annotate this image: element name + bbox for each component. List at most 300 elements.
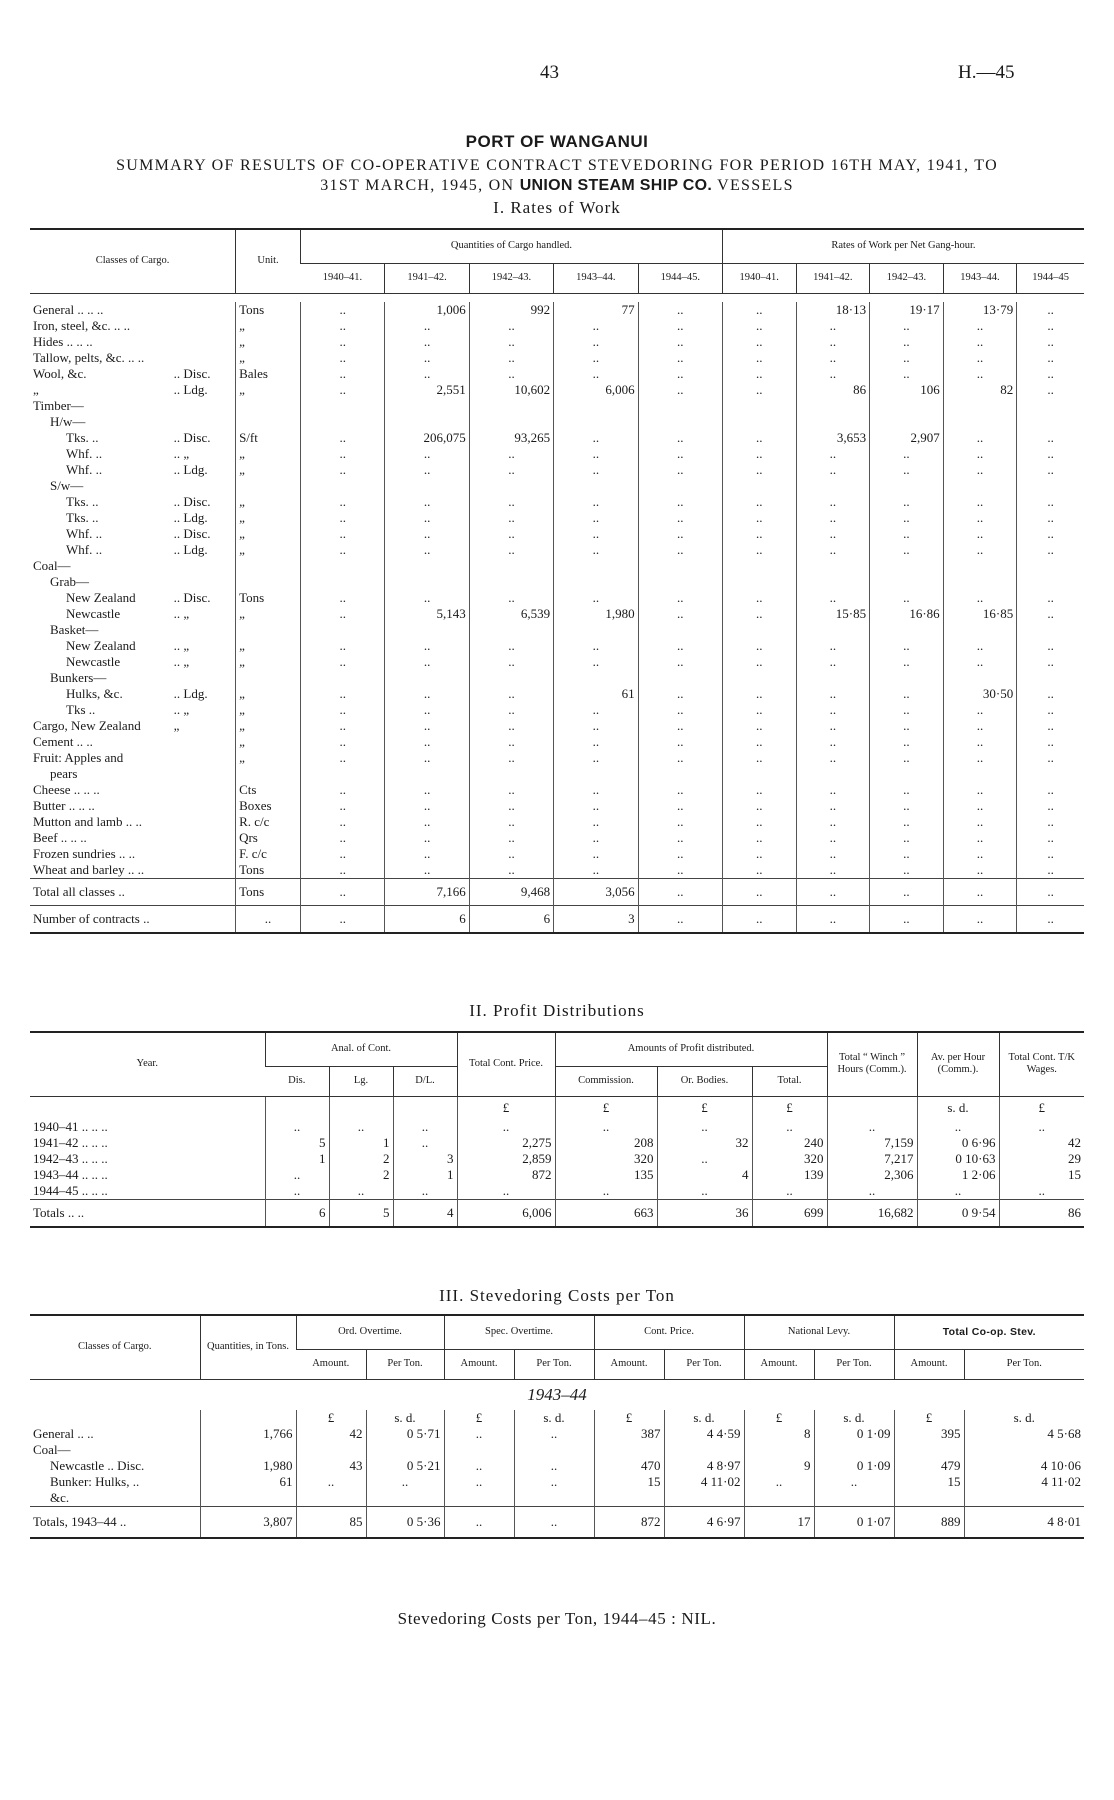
value-cell: .. xyxy=(301,462,385,478)
unit-cell: „ xyxy=(236,494,301,510)
value-cell: .. xyxy=(1017,718,1084,734)
value-cell: .. xyxy=(469,814,553,830)
value-cell xyxy=(638,574,722,590)
totals-cell: 4 8·01 xyxy=(964,1506,1084,1538)
footer-note: Stevedoring Costs per Ton, 1944–45 : NIL. xyxy=(397,1609,717,1628)
value-cell: .. xyxy=(1017,382,1084,398)
value-cell: .. xyxy=(385,718,469,734)
value-cell: .. xyxy=(301,654,385,670)
value-cell: .. xyxy=(638,542,722,558)
value-cell xyxy=(796,398,870,414)
value-cell: 0 1·09 xyxy=(814,1426,894,1442)
value-cell: .. xyxy=(999,1119,1084,1135)
contracts-row xyxy=(30,905,1084,933)
value-cell: 5 xyxy=(265,1135,329,1151)
value-cell xyxy=(870,574,944,590)
value-cell: .. xyxy=(385,686,469,702)
value-cell: .. xyxy=(722,750,796,766)
value-cell: 470 xyxy=(594,1458,664,1474)
value-cell xyxy=(594,1442,664,1458)
value-cell xyxy=(638,414,722,430)
value-cell: .. xyxy=(870,862,944,879)
value-cell xyxy=(722,398,796,414)
value-cell: .. xyxy=(469,318,553,334)
total-cell: Tons xyxy=(236,878,301,905)
value-cell: .. xyxy=(796,350,870,366)
cargo-class-cell: „ xyxy=(33,381,39,397)
value-cell: .. xyxy=(796,462,870,478)
value-cell: .. xyxy=(796,750,870,766)
value-cell: .. xyxy=(1017,606,1084,622)
value-cell xyxy=(722,766,796,782)
value-cell: .. xyxy=(469,862,553,879)
value-cell: .. xyxy=(555,1119,657,1135)
operation-cell xyxy=(171,334,236,350)
totals-cell: 85 xyxy=(296,1506,366,1538)
value-cell: .. xyxy=(385,782,469,798)
value-cell xyxy=(554,398,638,414)
value-cell: .. xyxy=(870,830,944,846)
rate-year-header: 1941–42. xyxy=(796,263,870,293)
unit-cell: „ xyxy=(236,462,301,478)
table-row xyxy=(30,798,1084,814)
value-cell: .. xyxy=(296,1474,366,1490)
value-cell: .. xyxy=(1017,510,1084,526)
year-cell: 1941–42 .. .. .. xyxy=(33,1134,108,1150)
value-cell: .. xyxy=(638,750,722,766)
value-cell: .. xyxy=(943,702,1017,718)
value-cell xyxy=(296,1490,366,1507)
unit-cell: F. c/c xyxy=(236,846,301,862)
value-cell: .. xyxy=(638,686,722,702)
unit-cell: £ xyxy=(999,1096,1084,1119)
value-cell: .. xyxy=(796,702,870,718)
amounts-group-header: Amounts of Profit distributed. xyxy=(555,1032,827,1066)
stevedoring-costs-table xyxy=(30,1314,1084,1539)
contracts-cell: .. xyxy=(796,905,870,933)
value-cell: 5,143 xyxy=(385,606,469,622)
total-cell: .. xyxy=(943,878,1017,905)
value-cell: 2,907 xyxy=(870,430,944,446)
value-cell: .. xyxy=(638,734,722,750)
value-cell xyxy=(554,670,638,686)
value-cell: .. xyxy=(1017,334,1084,350)
value-cell: .. xyxy=(444,1474,514,1490)
totals-cell: 663 xyxy=(555,1199,657,1227)
col-wages-header: Total Cont. T/K Wages. xyxy=(999,1032,1084,1096)
value-cell: .. xyxy=(301,430,385,446)
value-cell: .. xyxy=(638,382,722,398)
cargo-class-cell: Whf. .. xyxy=(66,525,103,541)
value-cell: 93,265 xyxy=(469,430,553,446)
operation-cell: .. Disc. xyxy=(173,589,211,605)
value-cell: 1,766 xyxy=(200,1426,296,1442)
table-row xyxy=(30,830,1084,846)
unit-cell: s. d. xyxy=(664,1410,744,1426)
unit-cell xyxy=(236,398,301,414)
cargo-class-cell: Whf. .. xyxy=(66,541,103,557)
value-cell xyxy=(638,478,722,494)
value-cell: .. xyxy=(329,1183,393,1200)
value-cell: .. xyxy=(638,510,722,526)
value-cell: .. xyxy=(469,846,553,862)
value-cell: .. xyxy=(722,590,796,606)
totals-cell: 36 xyxy=(657,1199,752,1227)
cargo-class-cell: Tallow, pelts, &c. .. .. xyxy=(33,349,145,365)
col-av-per-hour-header: Av. per Hour (Comm.). xyxy=(917,1032,999,1096)
unit-cell: „ xyxy=(236,542,301,558)
rate-year-header: 1940–41. xyxy=(722,263,796,293)
value-cell xyxy=(469,574,553,590)
cargo-class-cell: Cargo, New Zealand xyxy=(33,717,141,733)
subtitle-line2: 31ST MARCH, 1945, ON UNION STEAM SHIP CO. VESSELS xyxy=(320,177,794,194)
value-cell: .. xyxy=(796,798,870,814)
value-cell xyxy=(514,1442,594,1458)
value-cell: .. xyxy=(870,542,944,558)
value-cell: .. xyxy=(301,494,385,510)
amount-subheader: Amount. xyxy=(894,1349,964,1379)
value-cell: 16·85 xyxy=(943,606,1017,622)
value-cell: .. xyxy=(638,782,722,798)
value-cell: .. xyxy=(870,526,944,542)
operation-cell xyxy=(171,318,236,334)
value-cell xyxy=(1017,398,1084,414)
value-cell: .. xyxy=(1017,830,1084,846)
value-cell: .. xyxy=(1017,462,1084,478)
value-cell: 872 xyxy=(457,1167,555,1183)
value-cell: .. xyxy=(870,638,944,654)
value-cell: .. xyxy=(469,830,553,846)
unit-cell: £ xyxy=(555,1096,657,1119)
operation-cell: .. Disc. xyxy=(173,525,211,541)
value-cell: .. xyxy=(469,638,553,654)
value-cell xyxy=(554,622,638,638)
table-row xyxy=(30,1183,1084,1200)
year-cell: 1942–43 .. .. .. xyxy=(33,1150,108,1166)
cargo-class-cell: Grab— xyxy=(50,573,89,589)
value-cell: 1,006 xyxy=(385,302,469,318)
value-cell xyxy=(638,622,722,638)
table-row xyxy=(30,1426,1084,1442)
year-cell: 1940–41 .. .. .. xyxy=(33,1118,108,1134)
value-cell: .. xyxy=(796,542,870,558)
value-cell xyxy=(894,1490,964,1507)
value-cell: .. xyxy=(752,1183,827,1200)
table-row xyxy=(30,1135,1084,1151)
value-cell: .. xyxy=(1017,494,1084,510)
value-cell: .. xyxy=(870,446,944,462)
page-title: PORT OF WANGANUI xyxy=(465,132,649,151)
value-cell: .. xyxy=(301,590,385,606)
table-row xyxy=(30,846,1084,862)
value-cell xyxy=(638,398,722,414)
value-cell: .. xyxy=(722,654,796,670)
operation-cell xyxy=(171,814,236,830)
operation-cell xyxy=(171,302,236,318)
value-cell xyxy=(638,670,722,686)
value-cell xyxy=(301,622,385,638)
value-cell: .. xyxy=(1017,366,1084,382)
value-cell xyxy=(870,766,944,782)
cargo-class-cell: Newcastle xyxy=(66,605,121,621)
unit-cell: Tons xyxy=(236,590,301,606)
unit-cell: „ xyxy=(236,702,301,718)
value-cell: .. xyxy=(469,526,553,542)
unit-cell: £ xyxy=(752,1096,827,1119)
value-cell: .. xyxy=(943,734,1017,750)
value-cell: 8 xyxy=(744,1426,814,1442)
value-cell: .. xyxy=(385,350,469,366)
value-cell: .. xyxy=(393,1135,457,1151)
value-cell: .. xyxy=(638,366,722,382)
value-cell: .. xyxy=(1017,702,1084,718)
cargo-class-cell: Iron, steel, &c. .. .. xyxy=(33,317,131,333)
operation-cell: .. Ldg. xyxy=(173,509,208,525)
contracts-cell: .. xyxy=(301,905,385,933)
unit-cell xyxy=(30,1410,200,1426)
operation-cell xyxy=(171,830,236,846)
table-row xyxy=(30,1119,1084,1135)
value-cell: .. xyxy=(796,638,870,654)
value-cell: 6,539 xyxy=(469,606,553,622)
totals-cell: 872 xyxy=(594,1506,664,1538)
value-cell: .. xyxy=(722,334,796,350)
value-cell: .. xyxy=(796,830,870,846)
value-cell: .. xyxy=(554,446,638,462)
unit-cell xyxy=(265,1096,329,1119)
value-cell: .. xyxy=(301,862,385,879)
value-cell: .. xyxy=(722,382,796,398)
value-cell xyxy=(554,558,638,574)
value-cell: .. xyxy=(385,318,469,334)
value-cell: .. xyxy=(722,494,796,510)
operation-cell xyxy=(171,350,236,366)
unit-cell: „ xyxy=(236,382,301,398)
value-cell xyxy=(796,574,870,590)
value-cell: .. xyxy=(301,702,385,718)
unit-cell xyxy=(236,622,301,638)
operation-cell xyxy=(171,558,236,574)
unit-cell xyxy=(236,558,301,574)
value-cell: .. xyxy=(722,526,796,542)
value-cell xyxy=(385,574,469,590)
subtitle xyxy=(30,156,1084,196)
cargo-class-cell: Butter .. .. .. xyxy=(33,797,95,813)
cargo-class-cell: General .. .. .. xyxy=(33,301,104,317)
table-row xyxy=(30,862,1084,879)
value-cell: .. xyxy=(638,590,722,606)
value-cell: .. xyxy=(385,542,469,558)
value-cell: 139 xyxy=(752,1167,827,1183)
value-cell xyxy=(554,766,638,782)
value-cell xyxy=(469,398,553,414)
table-row xyxy=(30,606,1084,622)
value-cell: 10,602 xyxy=(469,382,553,398)
table-row xyxy=(30,558,1084,574)
per-ton-subheader: Per Ton. xyxy=(814,1349,894,1379)
unit-cell xyxy=(200,1410,296,1426)
value-cell xyxy=(1017,574,1084,590)
value-cell: .. xyxy=(722,830,796,846)
value-cell: 4 11·02 xyxy=(664,1474,744,1490)
value-cell xyxy=(1017,766,1084,782)
value-cell: .. xyxy=(870,350,944,366)
table-row xyxy=(30,478,1084,494)
value-cell: 15·85 xyxy=(796,606,870,622)
contracts-cell: .. xyxy=(236,905,301,933)
value-cell: .. xyxy=(385,814,469,830)
operation-cell: .. Ldg. xyxy=(173,381,208,397)
value-cell: .. xyxy=(943,750,1017,766)
value-cell: .. xyxy=(870,718,944,734)
value-cell: 42 xyxy=(999,1135,1084,1151)
value-cell: .. xyxy=(385,702,469,718)
year-cell: 1943–44 .. .. .. xyxy=(33,1166,108,1182)
value-cell: .. xyxy=(1017,686,1084,702)
value-cell xyxy=(469,766,553,782)
value-cell: .. xyxy=(554,734,638,750)
value-cell: .. xyxy=(638,494,722,510)
value-cell xyxy=(469,414,553,430)
operation-cell: .. Disc. xyxy=(173,365,211,381)
value-cell: .. xyxy=(469,542,553,558)
value-cell xyxy=(638,558,722,574)
value-cell: 3,653 xyxy=(796,430,870,446)
totals-row xyxy=(30,1199,1084,1227)
value-cell: .. xyxy=(1017,350,1084,366)
value-cell: .. xyxy=(638,606,722,622)
anal-subheader: Lg. xyxy=(329,1066,393,1096)
value-cell: .. xyxy=(638,798,722,814)
cargo-class-cell: Hides .. .. .. xyxy=(33,333,93,349)
value-cell: .. xyxy=(554,798,638,814)
value-cell xyxy=(469,670,553,686)
value-cell: .. xyxy=(457,1119,555,1135)
quantity-year-header: 1942–43. xyxy=(469,263,553,293)
value-cell xyxy=(444,1490,514,1507)
value-cell xyxy=(301,766,385,782)
value-cell: 16·86 xyxy=(870,606,944,622)
value-cell: .. xyxy=(1017,430,1084,446)
value-cell: .. xyxy=(469,702,553,718)
value-cell: .. xyxy=(301,750,385,766)
table-row xyxy=(30,638,1084,654)
value-cell xyxy=(796,670,870,686)
operation-cell: .. Disc. xyxy=(173,429,211,445)
table-row xyxy=(30,430,1084,446)
value-cell: .. xyxy=(385,590,469,606)
value-cell xyxy=(301,478,385,494)
value-cell xyxy=(744,1442,814,1458)
unit-cell: s. d. xyxy=(917,1096,999,1119)
col-classes-header: Classes of Cargo. xyxy=(30,1315,200,1379)
value-cell: .. xyxy=(385,494,469,510)
page-number: 43 xyxy=(540,62,559,83)
cargo-class-cell: Basket— xyxy=(50,621,99,637)
value-cell: .. xyxy=(469,350,553,366)
value-cell: .. xyxy=(554,462,638,478)
value-cell: .. xyxy=(796,446,870,462)
table-row xyxy=(30,574,1084,590)
operation-cell xyxy=(171,622,236,638)
profit-distributions-table xyxy=(30,1031,1084,1228)
value-cell: .. xyxy=(554,846,638,862)
value-cell: 240 xyxy=(752,1135,827,1151)
section2-heading: II. Profit Distributions xyxy=(469,1001,645,1020)
value-cell: .. xyxy=(1017,318,1084,334)
value-cell: .. xyxy=(917,1119,999,1135)
value-cell: .. xyxy=(796,494,870,510)
value-cell: 0 10·63 xyxy=(917,1151,999,1167)
value-cell: .. xyxy=(722,702,796,718)
total-cell: .. xyxy=(301,878,385,905)
value-cell: 42 xyxy=(296,1426,366,1442)
value-cell: .. xyxy=(469,510,553,526)
value-cell: .. xyxy=(638,830,722,846)
value-cell: .. xyxy=(917,1183,999,1200)
value-cell xyxy=(514,1490,594,1507)
value-cell: .. xyxy=(301,782,385,798)
value-cell xyxy=(1017,478,1084,494)
value-cell: .. xyxy=(385,862,469,879)
value-cell xyxy=(664,1442,744,1458)
value-cell: 387 xyxy=(594,1426,664,1442)
cargo-class-cell: &c. xyxy=(50,1489,70,1505)
value-cell: 395 xyxy=(894,1426,964,1442)
value-cell: .. xyxy=(1017,638,1084,654)
value-cell: .. xyxy=(657,1151,752,1167)
value-cell: .. xyxy=(870,510,944,526)
unit-cell: „ xyxy=(236,686,301,702)
value-cell: .. xyxy=(554,830,638,846)
value-cell: .. xyxy=(638,814,722,830)
document-code: H.—45 xyxy=(958,62,1015,83)
value-cell xyxy=(1017,414,1084,430)
cargo-class-cell: Newcastle xyxy=(66,653,121,669)
value-cell: 43 xyxy=(296,1458,366,1474)
value-cell: .. xyxy=(722,798,796,814)
value-cell: .. xyxy=(301,814,385,830)
operation-cell xyxy=(171,414,236,430)
value-cell: .. xyxy=(943,446,1017,462)
unit-cell: £ xyxy=(457,1096,555,1119)
value-cell: .. xyxy=(385,638,469,654)
value-cell: .. xyxy=(1017,446,1084,462)
table-row xyxy=(30,1167,1084,1183)
value-cell: .. xyxy=(638,702,722,718)
cargo-class-cell: Tks. .. xyxy=(66,493,99,509)
total-row xyxy=(30,878,1084,905)
cargo-class-cell: H/w— xyxy=(50,413,86,429)
operation-cell: .. „ xyxy=(173,653,190,669)
table-row xyxy=(30,398,1084,414)
totals-label: Totals, 1943–44 .. xyxy=(30,1506,200,1538)
value-cell: .. xyxy=(301,734,385,750)
value-cell: .. xyxy=(722,734,796,750)
value-cell xyxy=(554,478,638,494)
contracts-cell: .. xyxy=(638,905,722,933)
value-cell: .. xyxy=(393,1119,457,1135)
value-cell: .. xyxy=(796,318,870,334)
value-cell xyxy=(943,574,1017,590)
value-cell: .. xyxy=(870,318,944,334)
table-row xyxy=(30,462,1084,478)
value-cell: .. xyxy=(722,782,796,798)
table-row xyxy=(30,750,1084,766)
unit-cell: „ xyxy=(236,334,301,350)
value-cell xyxy=(664,1490,744,1507)
value-cell xyxy=(385,670,469,686)
